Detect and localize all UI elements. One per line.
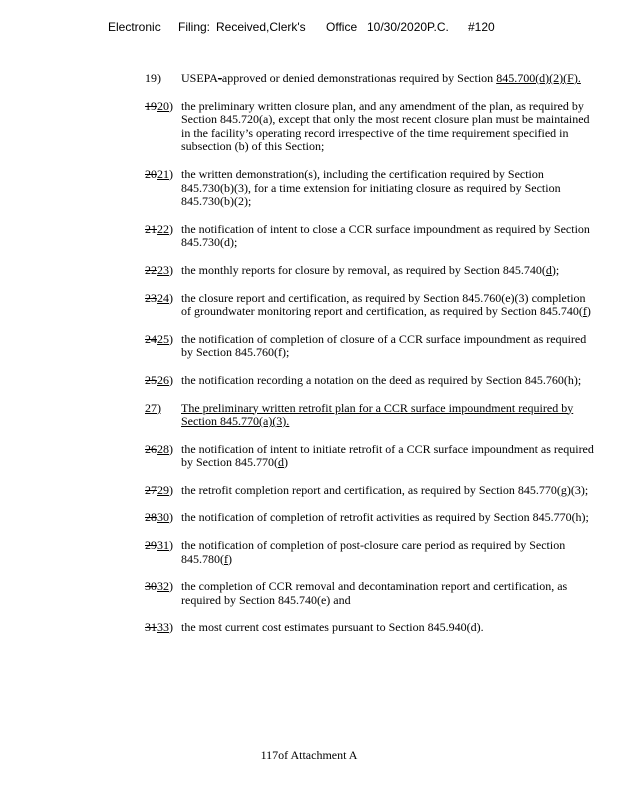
item-number-inserted: 26	[157, 372, 169, 387]
text-segment: );	[551, 262, 560, 277]
header-number: #120	[468, 20, 495, 34]
item-text	[181, 333, 595, 360]
list-item	[145, 264, 595, 278]
text-segment: d	[278, 455, 284, 470]
list-item	[145, 402, 595, 429]
item-number	[145, 223, 173, 237]
item-number	[145, 168, 173, 182]
text-segment: the notification recording a notation on the deed as required by Section 845.760(h);	[181, 372, 582, 387]
item-number-inserted: 33	[157, 620, 169, 635]
item-number-deleted: 29	[145, 538, 157, 553]
item-number-inserted: 28	[157, 441, 169, 456]
item-number-deleted: 23	[145, 290, 157, 305]
item-text	[181, 539, 595, 566]
text-segment: ).	[573, 71, 581, 85]
item-number	[145, 333, 173, 347]
item-text	[181, 580, 595, 607]
text-segment: the notification of intent to initiate retrofit of a CCR surface impoundment as required by Section 845.770(	[181, 441, 594, 470]
item-text	[181, 223, 595, 250]
text-segment: the preliminary written closure plan, and any amendment of the plan, as required by Section 845.720(a), except that only the most recent closure plan must be maintained in the facility’s operating record irrespective of the time requirement specified in subsection (b) of this Section;	[181, 98, 590, 154]
item-text	[181, 168, 595, 209]
item-number-suffix: )	[169, 262, 173, 277]
item-number	[145, 511, 173, 525]
list-item	[145, 580, 595, 607]
item-text	[181, 100, 595, 154]
item-number	[145, 539, 173, 553]
text-segment: approved or denied demonstrationas required by Section	[221, 71, 497, 85]
item-number-deleted: 26	[145, 441, 157, 456]
text-segment: )	[228, 551, 232, 566]
item-number	[145, 374, 173, 388]
item-number	[145, 100, 173, 114]
item-text	[181, 402, 595, 429]
item-number-suffix: )	[169, 290, 173, 305]
list-item	[145, 443, 595, 470]
text-segment: the notification of completion of closure of a CCR surface impoundment as required by Section 845.760(f);	[181, 331, 587, 360]
item-number-suffix: )	[169, 538, 173, 553]
text-segment: the closure report and certification, as required by Section 845.760(	[181, 290, 506, 305]
item-number-suffix: )	[169, 510, 173, 525]
item-text	[181, 621, 595, 635]
item-number-inserted: 25	[157, 331, 169, 346]
item-text	[181, 264, 595, 278]
item-number-inserted: 21	[157, 166, 169, 181]
item-number-deleted: 20	[145, 166, 157, 181]
item-number-suffix: )	[169, 579, 173, 594]
list-item	[145, 374, 595, 388]
text-segment: d	[545, 262, 552, 277]
item-text	[181, 484, 595, 498]
list-item	[145, 621, 595, 635]
header-electronic: Electronic	[108, 20, 161, 34]
text-segment: completion of groundwater monitoring report and certification, as required by Section 845.740(	[181, 290, 586, 319]
list-item	[145, 511, 595, 525]
header-date: 10/30/2020P.C.	[367, 20, 449, 34]
item-number-suffix: )	[169, 441, 173, 456]
item-number-deleted: 21	[145, 221, 157, 236]
item-text	[181, 292, 595, 319]
item-number	[145, 264, 173, 278]
text-segment: The preliminary written retrofit plan for a CCR surface impoundment required by Section 845.770(a)(3).	[181, 400, 574, 429]
text-segment: f	[224, 551, 228, 566]
item-number-suffix: )	[169, 221, 173, 236]
item-text	[181, 72, 595, 86]
item-number-inserted: 24	[157, 290, 169, 305]
text-segment: the most current cost estimates pursuant to Section 845.940(d).	[181, 620, 484, 635]
list-item	[145, 484, 595, 498]
list-item	[145, 168, 595, 209]
item-number-inserted: 29	[157, 482, 169, 497]
text-segment: USEPA	[181, 71, 218, 85]
list-item	[145, 539, 595, 566]
text-segment: 845.700(d)(2)(	[496, 71, 568, 85]
item-number-inserted: 31	[157, 538, 169, 553]
page-header	[0, 20, 618, 38]
item-number-suffix: )	[169, 98, 173, 113]
item-number	[145, 621, 173, 635]
text-segment: f	[582, 304, 587, 319]
list-item	[145, 292, 595, 319]
text-segment: )	[586, 304, 591, 319]
record-items-list	[145, 72, 595, 649]
header-office: Office	[326, 20, 358, 34]
text-segment: e)(3)	[505, 290, 529, 305]
item-number-deleted: 28	[145, 510, 157, 525]
item-number-inserted: 23	[157, 262, 169, 277]
item-number-deleted: 24	[145, 331, 157, 346]
text-segment: the written demonstration(s), including the certification required by Section 845.730(b)(3), for a time extension for initiating closure as required by Section 845.730(b)(2);	[181, 166, 561, 209]
list-item	[145, 333, 595, 360]
text-segment: g	[560, 482, 567, 497]
item-number-suffix: )	[169, 372, 173, 387]
text-segment: the notification of intent to close a CCR surface impoundment as required by Section 845.730(d);	[181, 221, 590, 250]
item-number	[145, 292, 173, 306]
page-footer: 117of Attachment A	[260, 748, 358, 762]
item-number	[145, 580, 173, 594]
text-segment: F	[567, 71, 574, 85]
list-item	[145, 223, 595, 250]
item-number	[145, 72, 161, 86]
text-segment: )	[284, 455, 288, 470]
text-segment: the notification of completion of retrofit activities as required by Section 845.770(h);	[181, 510, 589, 525]
item-number-deleted: 31	[145, 620, 157, 635]
item-text	[181, 443, 595, 470]
item-number-deleted: 22	[145, 262, 157, 277]
item-number-suffix: )	[169, 482, 173, 497]
item-text	[181, 511, 595, 525]
item-number	[145, 402, 161, 416]
text-segment: the monthly reports for closure by removal, as required by Section 845.740(	[181, 262, 546, 277]
item-number-inserted: 20	[157, 98, 169, 113]
item-number	[145, 443, 173, 457]
text-segment: the completion of CCR removal and decontamination report and certification, as required by Section 845.740(e) and	[181, 579, 568, 607]
item-number-suffix: )	[169, 620, 173, 635]
text-segment: the notification of completion of post-closure care period as required by Section 845.780(	[181, 538, 566, 566]
item-number-inserted: 19)	[145, 71, 161, 85]
header-received: Received,Clerk's	[216, 20, 306, 34]
item-number-deleted: 25	[145, 372, 157, 387]
item-number-deleted: 30	[145, 579, 157, 594]
item-number-suffix: )	[169, 166, 173, 181]
text-segment: the retrofit completion report and certification, as required by Section 845.770(	[181, 482, 561, 497]
item-number-inserted: 32	[157, 579, 169, 594]
text-segment: -	[217, 71, 222, 85]
item-text	[181, 374, 595, 388]
item-number-deleted: 27	[145, 482, 157, 497]
item-number-inserted: 30	[157, 510, 169, 525]
item-number-inserted: 27)	[145, 400, 161, 415]
item-number	[145, 484, 173, 498]
text-segment: )(3);	[566, 482, 589, 497]
item-number-suffix: )	[169, 331, 173, 346]
header-filing: Filing:	[178, 20, 211, 34]
item-number-inserted: 22	[157, 221, 169, 236]
item-number-deleted: 19	[145, 98, 157, 113]
list-item	[145, 100, 595, 154]
list-item	[145, 72, 595, 86]
